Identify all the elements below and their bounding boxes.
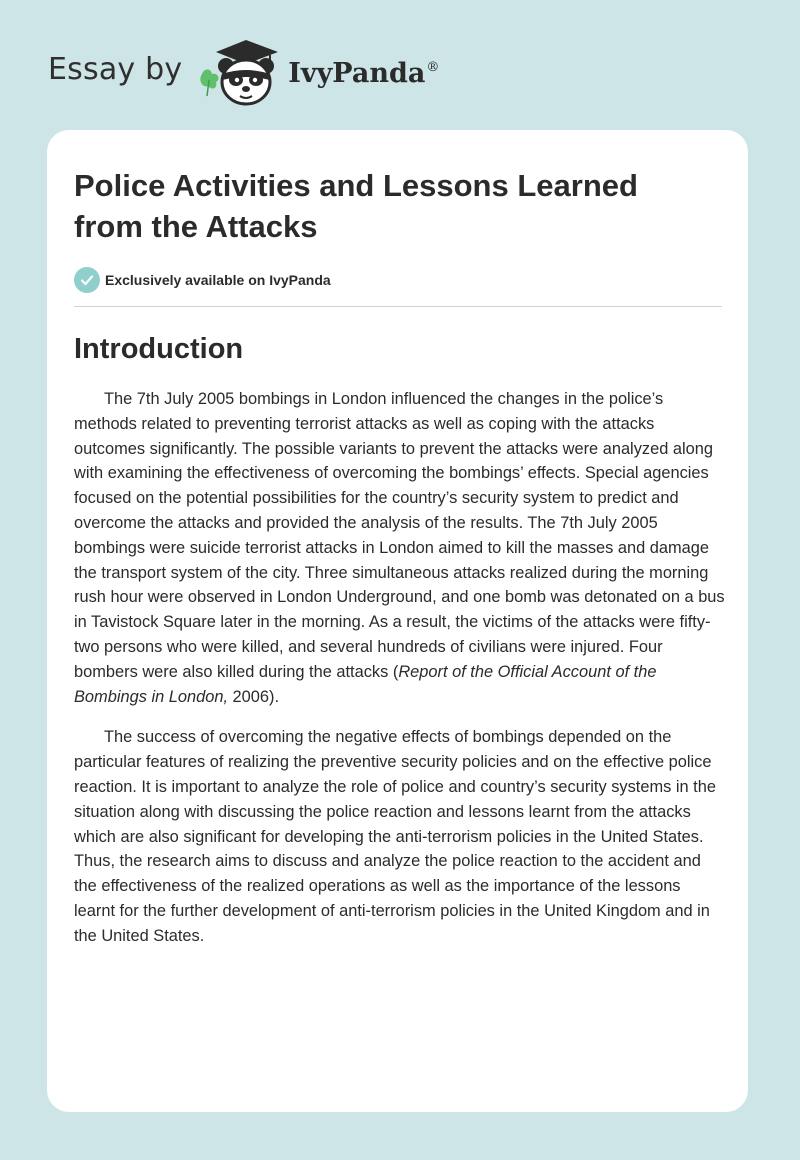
site-header	[48, 36, 439, 108]
exclusive-badge	[74, 266, 722, 294]
brand-name[interactable]	[288, 58, 439, 89]
paragraph-1	[74, 387, 726, 709]
section-heading-introduction: Introduction	[74, 333, 244, 365]
brand-name-text[interactable]: IvyPanda	[288, 57, 426, 89]
paragraph-1-text: The 7th July 2005 bombings in London influenced the changes in the police’s methods related to preventing terrorist attacks as well as coping with the attacks outcomes significantly. The possible variants to prevent the attacks were analyzed along with examining the effectiveness of overcoming the bombings’ effects. Special agencies focused on the potential possibilities for the country’s security system to predict and overcome the attacks and provided the analysis of the results. The 7th July 2005 bombings were suicide terrorist attacks in London aimed to kill the masses and damage the transport system of the city. Three simultaneous attacks realized during the morning rush hour were observed in London Underground, and one bomb was detonated on a bus in Tavistock Square later in the morning. As a result, the victims of the attacks were fifty-two persons who were killed, and several hundreds of civilians were injured. Four bombers were also killed during the attacks (	[74, 390, 725, 681]
citation-title: Report of the Official Account of the Bombings in London,	[74, 662, 657, 706]
divider	[74, 306, 722, 307]
citation-year: 2006).	[228, 687, 280, 706]
checkmark-icon	[74, 267, 100, 293]
ivy-leaf-icon	[201, 70, 219, 97]
essay-card	[47, 130, 748, 1112]
page-title: Police Activities and Lessons Learned from the Attacks	[74, 168, 638, 244]
badge-label: Exclusively available on IvyPanda	[105, 272, 331, 288]
brand-prefix: Essay by	[48, 51, 183, 87]
paragraph-2: The success of overcoming the negative effects of bombings depended on the particular features of realizing the preventive security policies and on the effective police reaction. It is important to analyze the role of police and country’s security systems in the situation along with discussing the police reaction and lessons learnt from the attacks which are also significant for developing the anti-terrorism policies in the United States. Thus, the research aims to discuss and analyze the police reaction to the accident and the effectiveness of the realized operations as well as the importance of the lessons learnt for the further development of anti-terrorism policies in the United Kingdom and in the United States.	[74, 728, 716, 945]
panda-logo-icon[interactable]	[196, 36, 284, 108]
registered-mark: ®	[426, 59, 440, 75]
